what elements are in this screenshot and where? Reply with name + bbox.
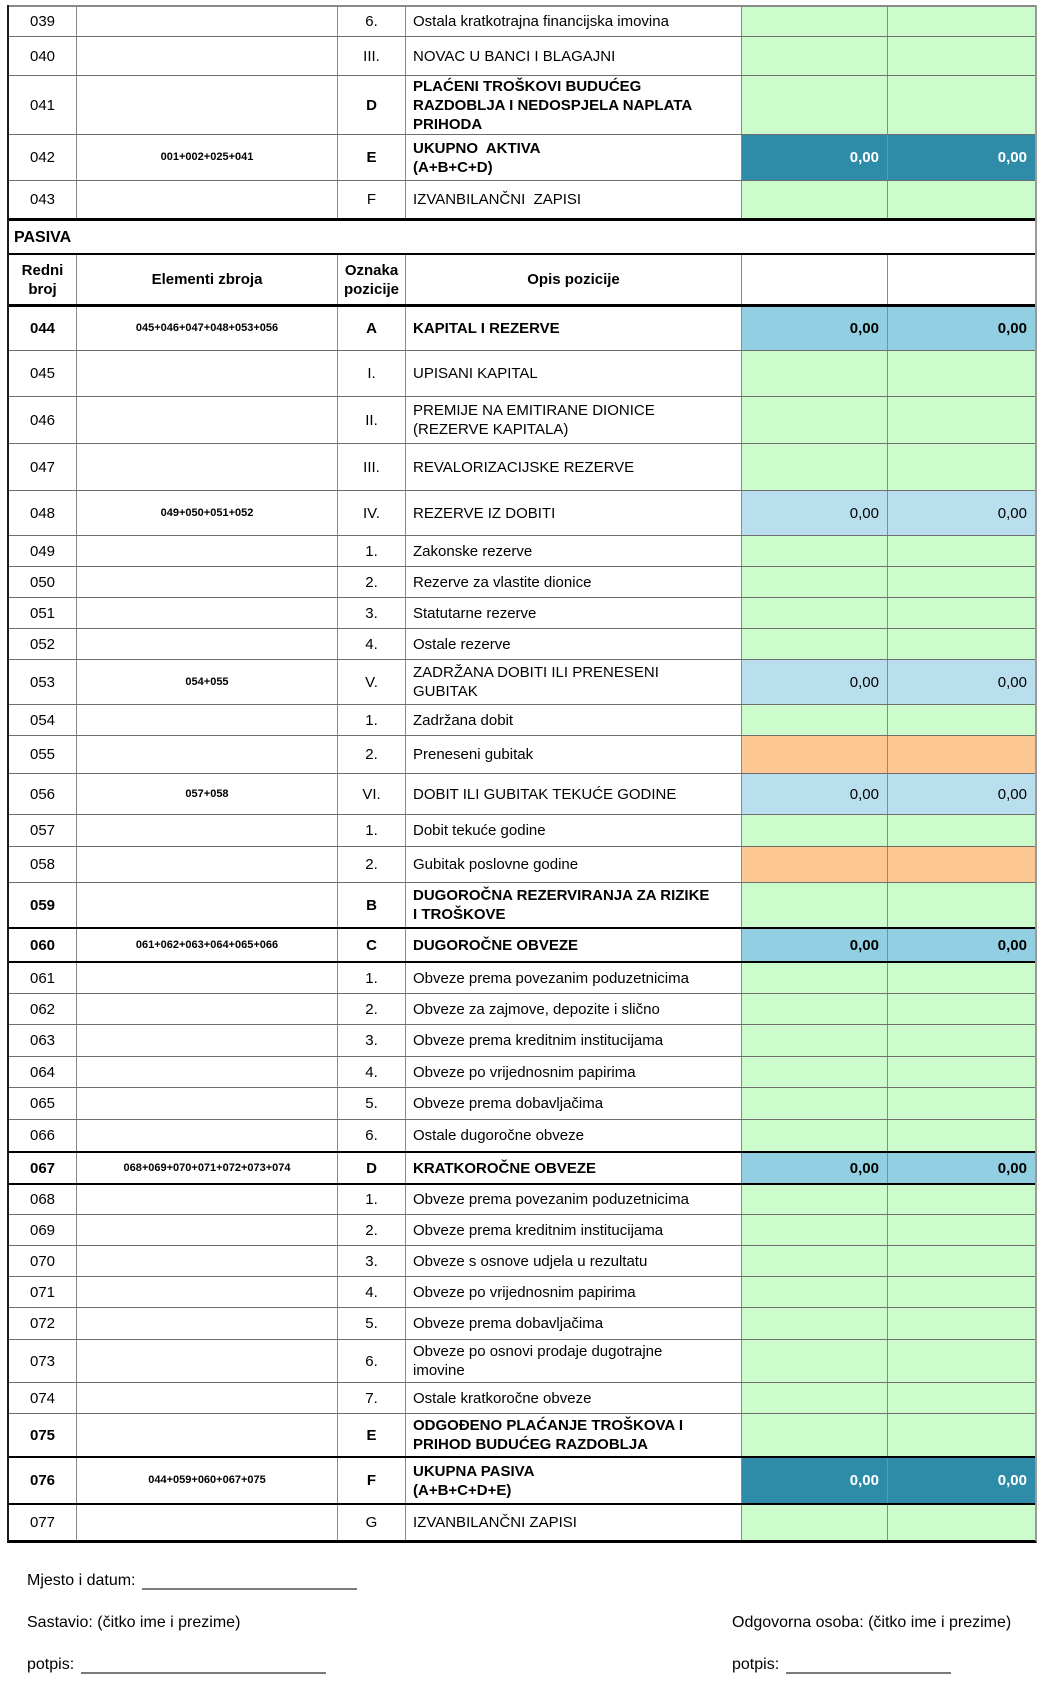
table-row [9,597,1035,628]
value-cell-2 [888,705,1035,735]
value-cell-2 [888,598,1035,628]
sum-elements-cell [77,1025,338,1056]
value-cell-2: 0,00 [888,135,1035,180]
table-row [9,1503,1035,1540]
row-number-cell: 042 [9,135,77,180]
value-cell-2 [888,1120,1035,1151]
table-row [9,304,1035,350]
value-cell-2 [888,994,1035,1024]
value-cell-1 [742,1185,888,1214]
sum-elements-cell [77,444,338,490]
value-cell-1 [742,1025,888,1056]
row-number-cell: 048 [9,491,77,535]
value-cell-2: 0,00 [888,1153,1035,1183]
sum-elements-cell [77,1340,338,1382]
value-cell-2: 0,00 [888,660,1035,704]
row-number-cell: 073 [9,1340,77,1382]
value-cell-2 [888,536,1035,566]
position-desc-cell: REVALORIZACIJSKE REZERVE [406,444,742,490]
table-row [9,535,1035,566]
position-code-cell: 2. [338,567,406,597]
table-row [9,5,1035,36]
value-cell-2 [888,1308,1035,1339]
row-number-cell: 066 [9,1120,77,1151]
position-desc-cell: Dobit tekuće godine [406,815,742,846]
value-cell-1 [742,76,888,134]
row-number-cell: 054 [9,705,77,735]
table-row [9,1382,1035,1413]
table-row [9,628,1035,659]
value-cell-2 [888,76,1035,134]
value-cell-1 [742,883,888,927]
value-cell-1 [742,736,888,773]
value-cell-1: 0,00 [742,491,888,535]
value-cell-1 [742,1505,888,1540]
footer [27,1569,1033,1674]
position-code-cell: 1. [338,815,406,846]
table-row [9,961,1035,993]
row-number-cell: 053 [9,660,77,704]
position-code-cell: IV. [338,491,406,535]
position-desc-cell: IZVANBILANČNI ZAPISI [406,181,742,218]
table-row [9,1413,1035,1456]
table-row [9,1024,1035,1056]
value-cell-2: 0,00 [888,774,1035,814]
table-row [9,396,1035,443]
position-code-cell: 1. [338,1185,406,1214]
value-cell-1 [742,815,888,846]
value-cell-2: 0,00 [888,929,1035,961]
balance-table [7,5,1037,1543]
position-code-cell: 1. [338,963,406,993]
col-header-redni-broj: Redni broj [9,255,77,304]
position-code-cell: III. [338,444,406,490]
position-code-cell: 6. [338,7,406,36]
value-cell-2 [888,1057,1035,1087]
sum-elements-cell [77,736,338,773]
row-number-cell: 059 [9,883,77,927]
row-number-cell: 070 [9,1246,77,1276]
table-row [9,882,1035,927]
position-code-cell: 3. [338,598,406,628]
position-code-cell: 5. [338,1308,406,1339]
position-desc-cell: Obveze prema kreditnim institucijama [406,1215,742,1245]
table-row [9,704,1035,735]
position-desc-cell: ODGOĐENO PLAĆANJE TROŠKOVA I PRIHOD BUDUĆEG RAZDOBLJA [406,1414,742,1456]
sum-elements-cell [77,705,338,735]
position-code-cell: 1. [338,536,406,566]
value-cell-1 [742,705,888,735]
position-desc-cell: PLAĆENI TROŠKOVI BUDUĆEG RAZDOBLJA I NEDOSPJELA NAPLATA PRIHODA [406,76,742,134]
sum-elements-cell: 001+002+025+041 [77,135,338,180]
signature-left-blank [81,1657,326,1674]
position-desc-cell: Obveze prema kreditnim institucijama [406,1025,742,1056]
col-header-opis-pozicije: Opis pozicije [406,255,742,304]
position-desc-cell: Statutarne rezerve [406,598,742,628]
position-desc-cell: UKUPNA PASIVA (A+B+C+D+E) [406,1458,742,1503]
value-cell-2 [888,883,1035,927]
row-number-cell: 072 [9,1308,77,1339]
col-header-value-1 [742,255,888,304]
sum-elements-cell [77,37,338,75]
sum-elements-cell: 049+050+051+052 [77,491,338,535]
position-code-cell: F [338,1458,406,1503]
value-cell-1 [742,963,888,993]
table-row [9,1056,1035,1087]
position-desc-cell: Obveze s osnove udjela u rezultatu [406,1246,742,1276]
sum-elements-cell [77,76,338,134]
value-cell-2 [888,7,1035,36]
position-desc-cell: Obveze po vrijednosnim papirima [406,1277,742,1307]
table-row [9,1214,1035,1245]
position-code-cell: 3. [338,1246,406,1276]
row-number-cell: 050 [9,567,77,597]
position-code-cell: 2. [338,994,406,1024]
row-number-cell: 051 [9,598,77,628]
sum-elements-cell [77,7,338,36]
row-number-cell: 075 [9,1414,77,1456]
value-cell-1 [742,181,888,218]
col-header-oznaka-pozicije: Oznaka pozicije [338,255,406,304]
row-number-cell: 040 [9,37,77,75]
value-cell-1 [742,37,888,75]
value-cell-1: 0,00 [742,1458,888,1503]
position-code-cell: 4. [338,1057,406,1087]
sum-elements-cell [77,629,338,659]
value-cell-1: 0,00 [742,774,888,814]
value-cell-1: 0,00 [742,135,888,180]
value-cell-2 [888,847,1035,882]
col-header-elementi-zbroja: Elementi zbroja [77,255,338,304]
position-code-cell: C [338,929,406,961]
value-cell-1 [742,351,888,396]
row-number-cell: 065 [9,1088,77,1119]
sum-elements-cell [77,536,338,566]
position-desc-cell: Obveze za zajmove, depozite i slično [406,994,742,1024]
value-cell-1 [742,1215,888,1245]
value-cell-2 [888,1383,1035,1413]
value-cell-2 [888,37,1035,75]
position-code-cell: G [338,1505,406,1540]
value-cell-1 [742,1340,888,1382]
signature-left-label: potpis: [27,1656,75,1673]
position-desc-cell: ZADRŽANA DOBITI ILI PRENESENI GUBITAK [406,660,742,704]
value-cell-1 [742,1277,888,1307]
position-desc-cell: DOBIT ILI GUBITAK TEKUĆE GODINE [406,774,742,814]
position-code-cell: 4. [338,1277,406,1307]
position-code-cell: III. [338,37,406,75]
value-cell-2 [888,1088,1035,1119]
table-row [9,1339,1035,1382]
sum-elements-cell [77,1414,338,1456]
signature-right-label: potpis: [732,1656,780,1673]
row-number-cell: 063 [9,1025,77,1056]
value-cell-1 [742,629,888,659]
value-cell-1 [742,1120,888,1151]
row-number-cell: 043 [9,181,77,218]
value-cell-2 [888,397,1035,443]
position-desc-cell: NOVAC U BANCI I BLAGAJNI [406,37,742,75]
position-desc-cell: IZVANBILANČNI ZAPISI [406,1505,742,1540]
position-code-cell: 5. [338,1088,406,1119]
position-desc-cell: Preneseni gubitak [406,736,742,773]
sum-elements-cell: 068+069+070+071+072+073+074 [77,1153,338,1183]
table-row [9,1307,1035,1339]
table-row [9,1087,1035,1119]
row-number-cell: 067 [9,1153,77,1183]
place-date-line [27,1569,1033,1590]
table-row [9,350,1035,396]
row-number-cell: 071 [9,1277,77,1307]
position-code-cell: F [338,181,406,218]
value-cell-2 [888,1340,1035,1382]
value-cell-1: 0,00 [742,929,888,961]
value-cell-2 [888,963,1035,993]
position-code-cell: V. [338,660,406,704]
value-cell-1 [742,444,888,490]
position-code-cell: VI. [338,774,406,814]
sum-elements-cell: 045+046+047+048+053+056 [77,307,338,350]
table-row [9,1456,1035,1503]
sum-elements-cell [77,181,338,218]
table-row [9,566,1035,597]
value-cell-2 [888,567,1035,597]
value-cell-2 [888,1215,1035,1245]
table-row [9,134,1035,180]
sum-elements-cell [77,397,338,443]
row-number-cell: 077 [9,1505,77,1540]
place-date-label: Mjesto i datum: [27,1572,136,1589]
position-code-cell: B [338,883,406,927]
sum-elements-cell [77,1215,338,1245]
position-desc-cell: KAPITAL I REZERVE [406,307,742,350]
table-row [9,846,1035,882]
table-row [9,814,1035,846]
position-desc-cell: Rezerve za vlastite dionice [406,567,742,597]
value-cell-2: 0,00 [888,307,1035,350]
position-desc-cell: Obveze po vrijednosnim papirima [406,1057,742,1087]
position-code-cell: A [338,307,406,350]
sum-elements-cell [77,1120,338,1151]
sum-elements-cell [77,994,338,1024]
value-cell-1 [742,397,888,443]
sum-elements-cell [77,598,338,628]
row-number-cell: 057 [9,815,77,846]
value-cell-2 [888,815,1035,846]
row-number-cell: 068 [9,1185,77,1214]
row-number-cell: 044 [9,307,77,350]
value-cell-2 [888,1277,1035,1307]
value-cell-2 [888,736,1035,773]
value-cell-2 [888,181,1035,218]
value-cell-2: 0,00 [888,491,1035,535]
responsible-person-label: Odgovorna osoba: (čitko ime i prezime) [732,1614,1012,1631]
balance-sheet-page [0,5,1056,1686]
value-cell-1 [742,598,888,628]
value-cell-1 [742,1383,888,1413]
value-cell-1 [742,7,888,36]
position-desc-cell: Ostala kratkotrajna financijska imovina [406,7,742,36]
position-code-cell: 6. [338,1340,406,1382]
section-band [9,218,1035,253]
value-cell-1: 0,00 [742,1153,888,1183]
position-desc-cell: Obveze prema dobavljačima [406,1088,742,1119]
position-code-cell: D [338,76,406,134]
table-row [9,1151,1035,1183]
position-code-cell: 3. [338,1025,406,1056]
col-header-value-2 [888,255,1035,304]
value-cell-2 [888,1414,1035,1456]
table-row [9,735,1035,773]
value-cell-1: 0,00 [742,307,888,350]
value-cell-1 [742,847,888,882]
value-cell-1: 0,00 [742,660,888,704]
sum-elements-cell [77,883,338,927]
row-number-cell: 064 [9,1057,77,1087]
position-desc-cell: REZERVE IZ DOBITI [406,491,742,535]
position-code-cell: 2. [338,847,406,882]
row-number-cell: 039 [9,7,77,36]
value-cell-1 [742,567,888,597]
row-number-cell: 056 [9,774,77,814]
position-code-cell: 2. [338,1215,406,1245]
position-code-cell: 1. [338,705,406,735]
position-code-cell: 7. [338,1383,406,1413]
position-desc-cell: Ostale dugoročne obveze [406,1120,742,1151]
table-row [9,1245,1035,1276]
position-code-cell: 2. [338,736,406,773]
row-number-cell: 069 [9,1215,77,1245]
row-number-cell: 076 [9,1458,77,1503]
position-code-cell: D [338,1153,406,1183]
table-row [9,1183,1035,1214]
sum-elements-cell [77,1308,338,1339]
row-number-cell: 074 [9,1383,77,1413]
row-number-cell: 052 [9,629,77,659]
table-row [9,773,1035,814]
row-number-cell: 045 [9,351,77,396]
value-cell-2 [888,351,1035,396]
position-code-cell: 6. [338,1120,406,1151]
value-cell-2: 0,00 [888,1458,1035,1503]
value-cell-1 [742,1414,888,1456]
row-number-cell: 062 [9,994,77,1024]
value-cell-1 [742,1246,888,1276]
sum-elements-cell [77,1185,338,1214]
value-cell-1 [742,1088,888,1119]
table-row [9,927,1035,961]
position-desc-cell: Zadržana dobit [406,705,742,735]
table-row [9,180,1035,218]
sum-elements-cell [77,1383,338,1413]
position-desc-cell: PREMIJE NA EMITIRANE DIONICE (REZERVE KAPITALA) [406,397,742,443]
table-row [9,75,1035,134]
section-label: PASIVA [14,228,72,246]
position-desc-cell: Ostale kratkoročne obveze [406,1383,742,1413]
row-number-cell: 047 [9,444,77,490]
position-desc-cell: KRATKOROČNE OBVEZE [406,1153,742,1183]
position-desc-cell: UKUPNO AKTIVA (A+B+C+D) [406,135,742,180]
value-cell-2 [888,1505,1035,1540]
row-number-cell: 041 [9,76,77,134]
position-code-cell: II. [338,397,406,443]
position-desc-cell: UPISANI KAPITAL [406,351,742,396]
table-header-row [9,253,1035,304]
position-desc-cell: Obveze po osnovi prodaje dugotrajne imovine [406,1340,742,1382]
position-desc-cell: Gubitak poslovne godine [406,847,742,882]
sum-elements-cell: 044+059+060+067+075 [77,1458,338,1503]
row-number-cell: 060 [9,929,77,961]
value-cell-1 [742,1057,888,1087]
value-cell-1 [742,1308,888,1339]
row-number-cell: 058 [9,847,77,882]
sum-elements-cell [77,1057,338,1087]
sum-elements-cell [77,1088,338,1119]
value-cell-2 [888,629,1035,659]
sum-elements-cell: 057+058 [77,774,338,814]
sum-elements-cell [77,847,338,882]
table-row [9,1119,1035,1151]
sum-elements-cell: 061+062+063+064+065+066 [77,929,338,961]
position-desc-cell: Obveze prema dobavljačima [406,1308,742,1339]
value-cell-2 [888,444,1035,490]
value-cell-1 [742,536,888,566]
position-desc-cell: Obveze prema povezanim poduzetnicima [406,963,742,993]
sum-elements-cell: 054+055 [77,660,338,704]
table-row [9,1276,1035,1307]
position-desc-cell: DUGOROČNA REZERVIRANJA ZA RIZIKE I TROŠKOVE [406,883,742,927]
position-code-cell: I. [338,351,406,396]
value-cell-2 [888,1025,1035,1056]
prepared-by-label: Sastavio: (čitko ime i prezime) [27,1614,241,1631]
sum-elements-cell [77,1246,338,1276]
table-row [9,490,1035,535]
row-number-cell: 055 [9,736,77,773]
position-code-cell: 4. [338,629,406,659]
sum-elements-cell [77,1505,338,1540]
row-number-cell: 061 [9,963,77,993]
value-cell-2 [888,1185,1035,1214]
sum-elements-cell [77,567,338,597]
sum-elements-cell [77,815,338,846]
position-code-cell: E [338,135,406,180]
sum-elements-cell [77,351,338,396]
position-desc-cell: Ostale rezerve [406,629,742,659]
position-desc-cell: DUGOROČNE OBVEZE [406,929,742,961]
sum-elements-cell [77,1277,338,1307]
row-number-cell: 049 [9,536,77,566]
table-row [9,443,1035,490]
value-cell-2 [888,1246,1035,1276]
position-desc-cell: Zakonske rezerve [406,536,742,566]
position-code-cell: E [338,1414,406,1456]
table-row [9,36,1035,75]
row-number-cell: 046 [9,397,77,443]
table-row [9,659,1035,704]
signature-right-blank [786,1657,951,1674]
sum-elements-cell [77,963,338,993]
value-cell-1 [742,994,888,1024]
place-date-blank [142,1573,357,1590]
position-desc-cell: Obveze prema povezanim poduzetnicima [406,1185,742,1214]
table-row [9,993,1035,1024]
